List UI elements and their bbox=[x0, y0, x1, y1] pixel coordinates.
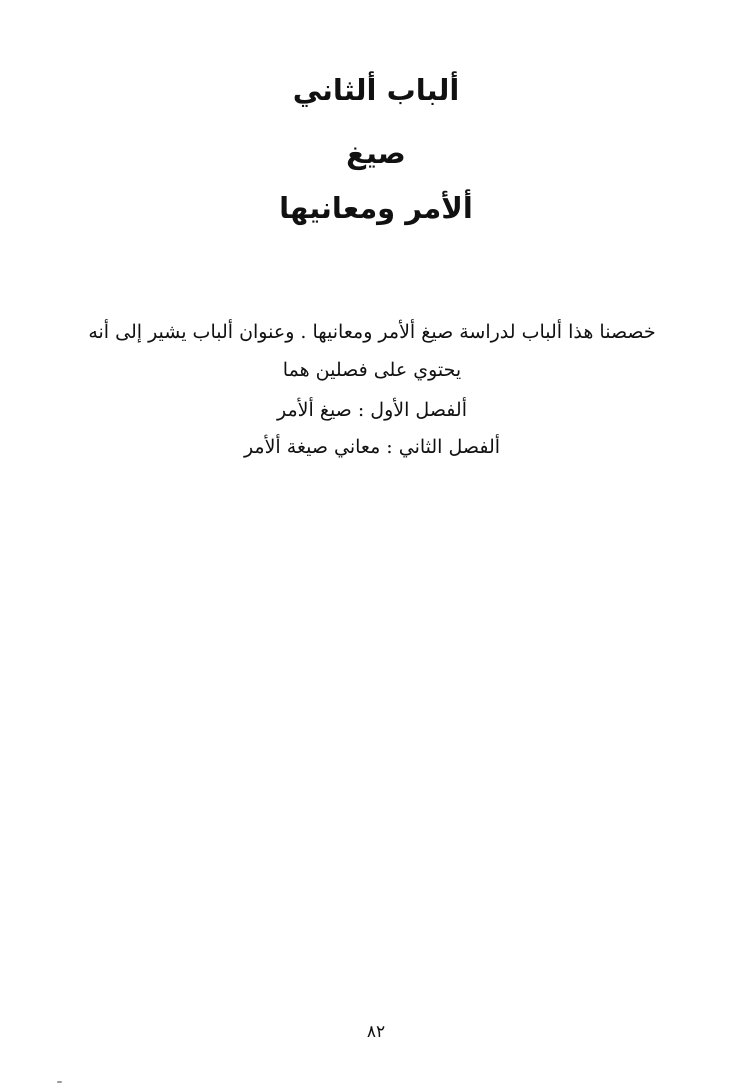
section-one-line: ألفصل الأول : صيغ ألأمر bbox=[277, 398, 467, 421]
body-paragraph-1: خصصنا هذا ألباب لدراسة صيغ ألأمر ومعانيها . وعنوان ألباب يشير إلى أنه bbox=[88, 321, 656, 343]
section-two-line: ألفصل الثاني : معاني صيغة ألأمر bbox=[243, 436, 501, 459]
chapter-title-line-3: ألأمر ومعانيها bbox=[279, 191, 473, 225]
chapter-title-block bbox=[0, 73, 752, 225]
scan-speck bbox=[57, 1081, 62, 1083]
body-paragraph-2: يحتوي على فصلين هما bbox=[282, 358, 462, 381]
chapter-title-line-2: صيغ bbox=[346, 136, 406, 170]
body-text bbox=[64, 321, 680, 459]
chapter-title-line-1: ألباب ألثاني bbox=[292, 73, 460, 107]
page-number: ٨٢ bbox=[366, 1022, 386, 1042]
